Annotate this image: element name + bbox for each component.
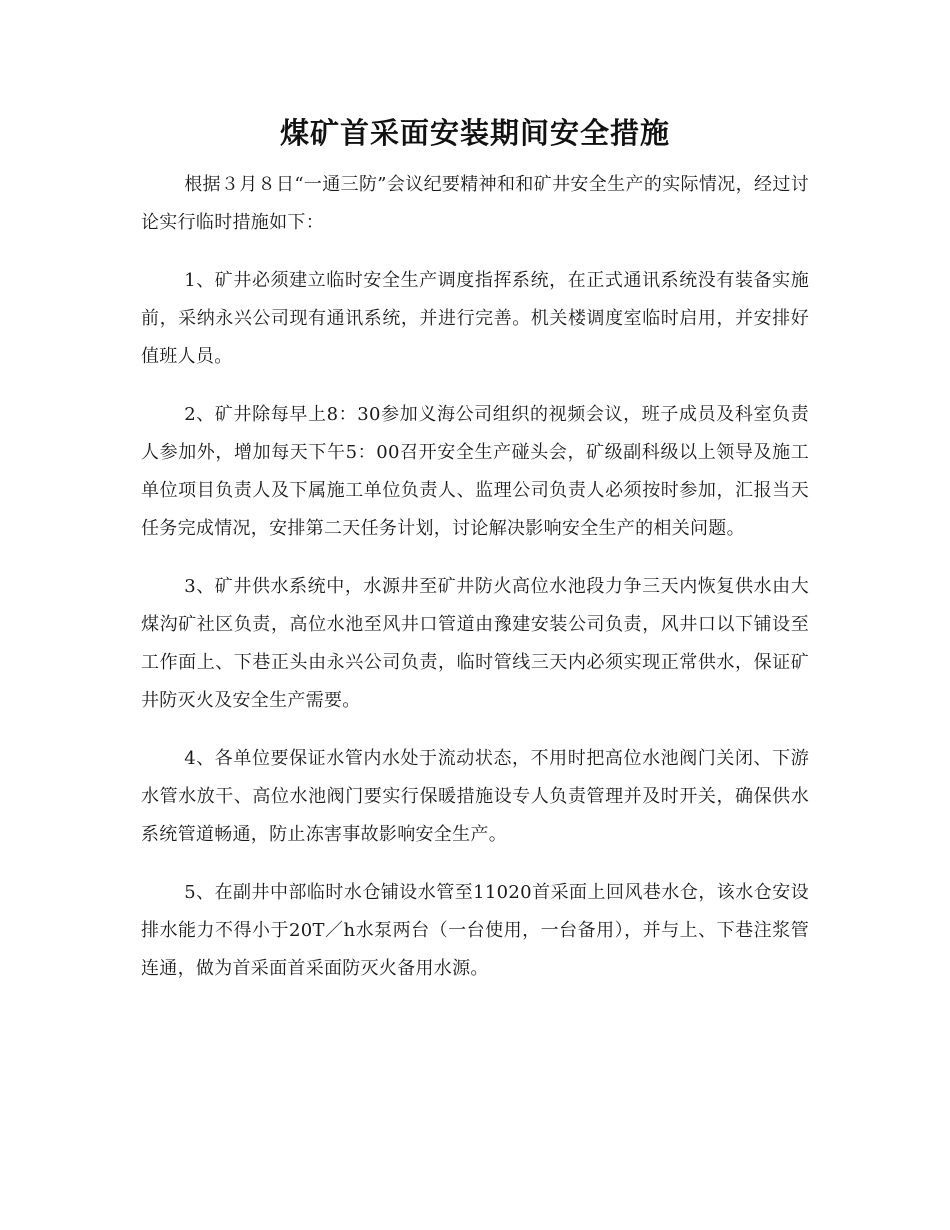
document-body	[141, 166, 809, 988]
document-title: 煤矿首采面安装期间安全措施	[279, 116, 670, 150]
measure-paragraph-5: 5、在副井中部临时水仓铺设水管至11020首采面上回风巷水仓，该水仓安设排水能力不得小于20T／h水泵两台（一台使用，一台备用），并与上、下巷注浆管连通，做为首采面首采面防灭火备用水源。	[141, 882, 809, 979]
measure-paragraph-1: 1、矿井必须建立临时安全生产调度指挥系统，在正式通讯系统没有装备实施前，采纳永兴公司现有通讯系统，并进行完善。机关楼调度室临时启用，并安排好值班人员。	[141, 270, 809, 367]
measure-paragraph-4: 4、各单位要保证水管内水处于流动状态，不用时把高位水池阀门关闭、下游水管水放干、高位水池阀门要实行保暖措施设专人负责管理并及时开关，确保供水系统管道畅通，防止冻害事故影响安全生产。	[141, 748, 809, 845]
measure-paragraph-3: 3、矿井供水系统中，水源井至矿井防火高位水池段力争三天内恢复供水由大煤沟矿社区负责，高位水池至风井口管道由豫建安装公司负责，风井口以下铺设至工作面上、下巷正头由永兴公司负责，临时管线三天内必须实现正常供水，保证矿井防灭火及安全生产需要。	[141, 576, 809, 711]
measure-paragraph-2: 2、矿井除每早上8：30参加义海公司组织的视频会议，班子成员及科室负责人参加外，增加每天下午5：00召开安全生产碰头会，矿级副科级以上领导及施工单位项目负责人及下属施工单位负责人、监理公司负责人必须按时参加，汇报当天任务完成情况，安排第二天任务计划，讨论解决影响安全生产的相关问题。	[141, 404, 809, 539]
intro-paragraph: 根据３月８日“一通三防”会议纪要精神和和矿井安全生产的实际情况，经过讨论实行临时措施如下：	[141, 174, 809, 233]
